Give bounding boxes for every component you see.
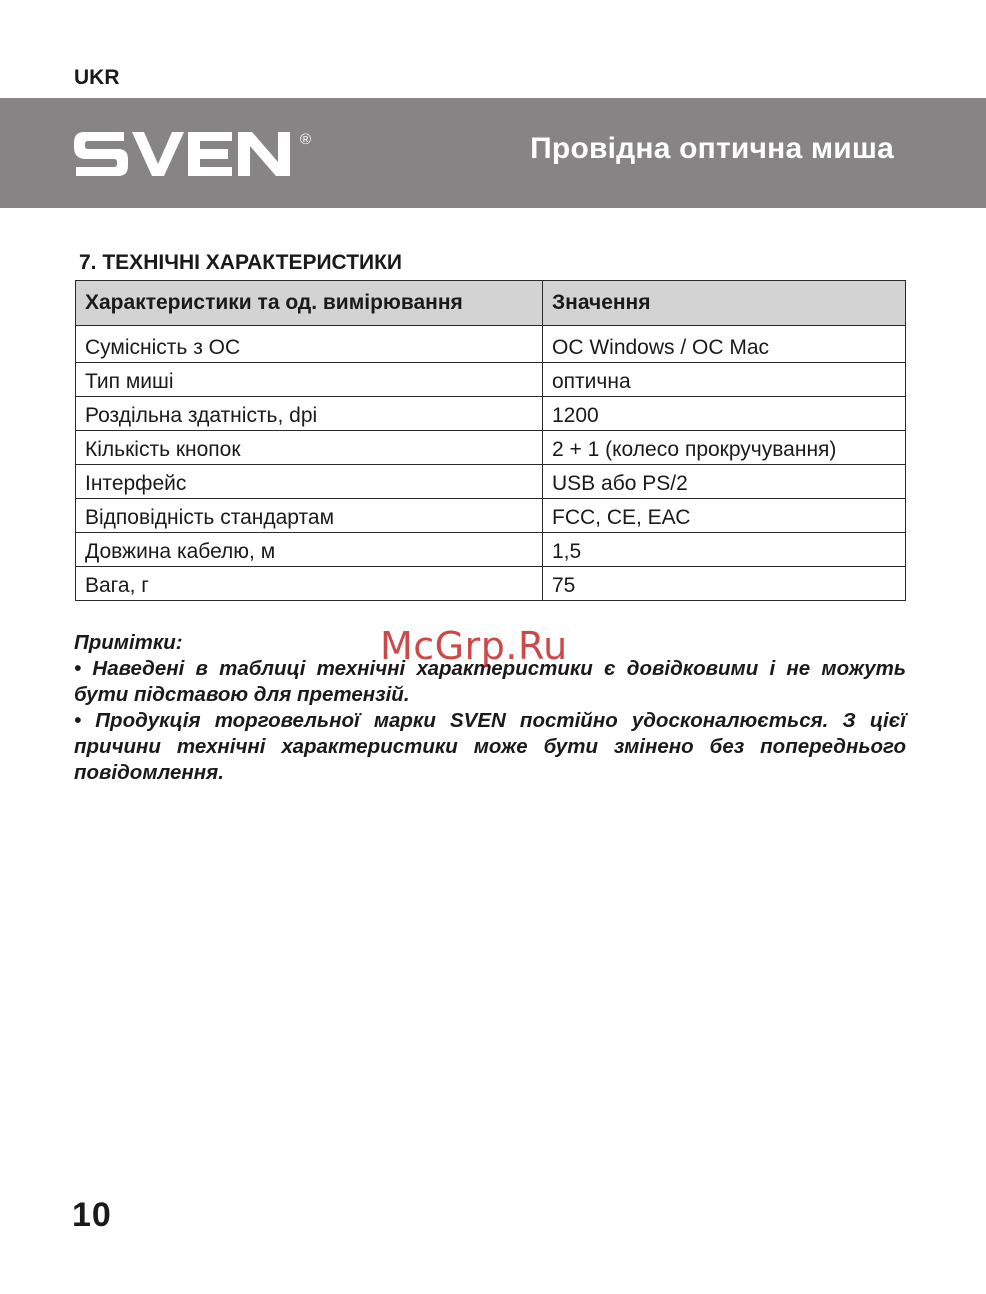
spec-value: USB або PS/2 bbox=[543, 465, 906, 499]
spec-value: 1,5 bbox=[543, 533, 906, 567]
spec-value: оптична bbox=[543, 363, 906, 397]
table-row bbox=[76, 533, 906, 567]
spec-value: 75 bbox=[543, 567, 906, 601]
column-header: Значення bbox=[543, 281, 906, 326]
spec-value: 1200 bbox=[543, 397, 906, 431]
spec-name: Інтерфейс bbox=[76, 465, 543, 499]
table-row bbox=[76, 397, 906, 431]
spec-value: 2 + 1 (колесо прокручування) bbox=[543, 431, 906, 465]
section-title: 7. ТЕХНІЧНІ ХАРАКТЕРИСТИКИ bbox=[79, 251, 403, 274]
spec-value: FCC, CE, ЕАС bbox=[543, 499, 906, 533]
table-row bbox=[76, 499, 906, 533]
spec-name: Вага, г bbox=[76, 567, 543, 601]
spec-name: Тип миші bbox=[76, 363, 543, 397]
table-row bbox=[76, 431, 906, 465]
registered-mark: ® bbox=[300, 131, 312, 148]
table-row bbox=[76, 363, 906, 397]
watermark: McGrp.Ru bbox=[380, 624, 568, 668]
spec-name: Кількість кнопок bbox=[76, 431, 543, 465]
column-header: Характеристики та од. вимірювання bbox=[76, 281, 543, 326]
spec-name: Довжина кабелю, м bbox=[76, 533, 543, 567]
spec-name: Відповідність стандартам bbox=[76, 499, 543, 533]
specs-table bbox=[75, 280, 906, 601]
sven-logo-graphic bbox=[74, 128, 324, 180]
spec-name: Сумісність з ОС bbox=[76, 326, 543, 363]
spec-value: ОС Windows / ОС Mac bbox=[543, 326, 906, 363]
notes-heading: Примітки: bbox=[74, 631, 183, 654]
table-row bbox=[76, 326, 906, 363]
page-title: Провідна оптична миша bbox=[530, 132, 894, 165]
table-row bbox=[76, 567, 906, 601]
table-row bbox=[76, 465, 906, 499]
page-number: 10 bbox=[72, 1196, 112, 1234]
table-header-row bbox=[76, 281, 906, 326]
note-item: • Наведені в таблиці технічні характеристики є довідковими і не можуть бути підставою для претензій. bbox=[74, 657, 906, 706]
sven-logo bbox=[74, 128, 324, 180]
spec-name: Роздільна здатність, dpi bbox=[76, 397, 543, 431]
note-item: • Продукція торговельної марки SVEN постійно удосконалюється. З цієї причини технічні характеристики може бути змінено без попереднього повідомлення. bbox=[74, 709, 906, 784]
language-code: UKR bbox=[74, 66, 120, 89]
